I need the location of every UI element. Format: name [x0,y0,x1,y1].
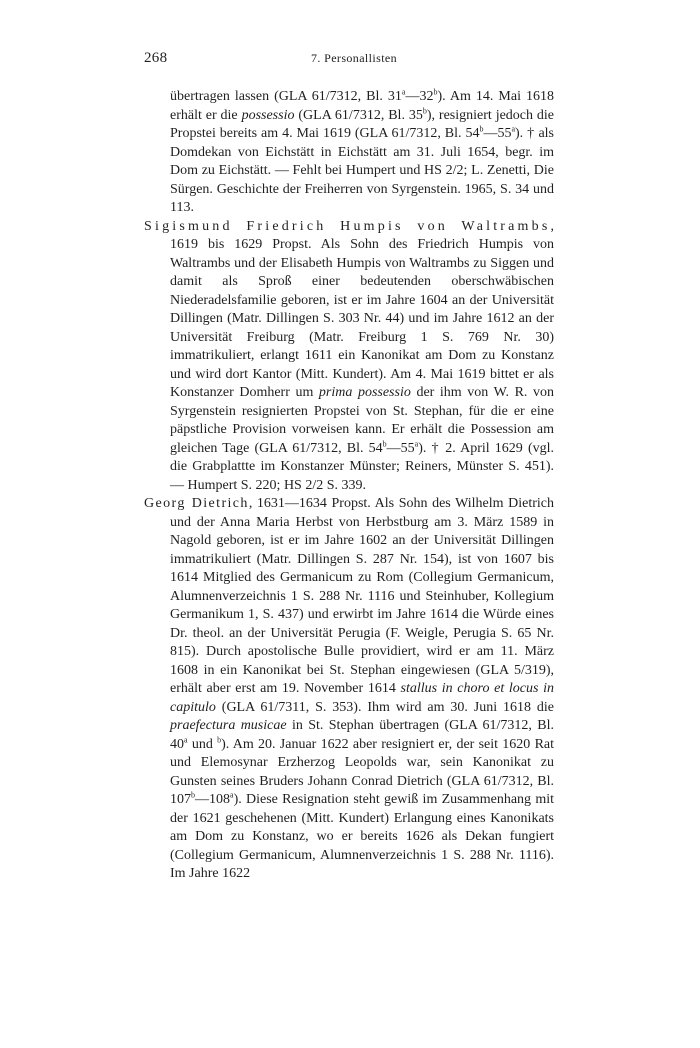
entry-name: Georg Dietrich [144,496,249,511]
continuation-paragraph: übertragen lassen (GLA 61/7312, Bl. 31$^a$—32$^b$). Am 14. Mai 1618 erhält er die possessio (GLA 61/7312, Bl. 35$^b$), resigniert jedoch die Propstei bereits am 4. Mai 1619 (GLA 61/7312, Bl. 54$^b$—55$^a$). † als Domdekan von Eichstätt in Eichstätt am 31. Juli 1654, begr. im Dom zu Eichstätt. — Fehlt bei Humpert und HS 2/2; L. Zenetti, Die Sürgen. Geschichte der Freiherren von Syrgenstein. 1965, S. 34 und 113. [170,87,555,215]
running-head: 7. Personallisten [310,51,398,65]
entry-humpis [144,218,554,496]
entry-name: Sigismund Friedrich Humpis von Waltrambs [144,218,551,234]
page-number: 268 [144,50,168,66]
page-header [144,50,564,70]
entry-text: , 1631—1634 Propst. Als Sohn des Wilhelm Dietrich und der Anna Maria Herbst von Herbstburg am 3. März 1589 in Nagold geboren, ist er im Jahre 1602 an der Universität Dillingen immatrikuliert (Matr. Dillingen S. 287 Nr. 154), ist von 1607 bis 1614 Mitglied des Germanicum zu Rom (Collegium Germanicum, Alumnenverzeichnis 1 S. 288 Nr. 1116 und Steinhuber, Kollegium Germanikum 1, S. 437) und erwirbt im Jahre 1614 die Würde eines Dr. theol. an der Universität Perugia (F. Weigle, Perugia S. 65 Nr. 815). Durch apostolische Bulle providiert, wird er am 11. März 1608 in ein Kanonikat bei St. Stephan eingewiesen (GLA 5/319), erhält aber erst am 19. November 1614 stallus in choro et locus in capitulo (GLA 61/7311, S. 353). Ihm wird am 30. Juni 1618 die praefectura musicae in St. Stephan übertragen (GLA 61/7312, Bl. 40$^a$ und $^b$). Am 20. Januar 1622 aber resigniert er, der seit 1620 Rat und Elemosynar Erzherzog Leopolds war, sein Kanonikat zu Gunsten seines Bruders Johann Conrad Dietrich (GLA 61/7312, Bl. 107$^b$—108$^a$). Diese Resignation steht gewiß im Zusammenhang mit der 1621 geschehenen (Mitt. Kundert) Erlangung eines Kanonikats am Dom zu Konstanz, wo er bereits 1626 als Dekan fungiert (Collegium Germanicum, Alumnenverzeichnis 1 S. 288 Nr. 1116). Im Jahre 1622 [170,496,555,881]
body-text [144,88,554,884]
entry-dietrich [144,495,554,884]
entry-text: , 1619 bis 1629 Propst. Als Sohn des Friedrich Humpis von Waltrambs und der Elisabeth Humpis von Waltrambs zu Siggen und damit als Sproß einer bedeutenden oberschwäbischen Niederadelsfamilie geboren, ist er im Jahre 1604 an der Universität Dillingen (Matr. Dillingen S. 303 Nr. 44) und im Jahre 1612 an der Universität Freiburg (Matr. Freiburg 1 S. 769 Nr. 30) immatrikuliert, erlangt 1611 ein Kanonikat am Dom zu Konstanz und wird dort Kantor (Mitt. Kundert). Am 4. Mai 1619 bittet er als Konstanzer Domherr um prima possessio der ihm von W. R. von Syrgenstein resignierten Propstei von St. Stephan, für die er eine päpstliche Provision vorweisen kann. Er erhält die Possession am gleichen Tage (GLA 61/7312, Bl. 54$^b$—55$^a$). † 2. April 1629 (vgl. die Grabplattte im Konstanzer Münster; Reiners, Münster S. 451). — Humpert S. 220; HS 2/2 S. 339. [170,218,554,493]
